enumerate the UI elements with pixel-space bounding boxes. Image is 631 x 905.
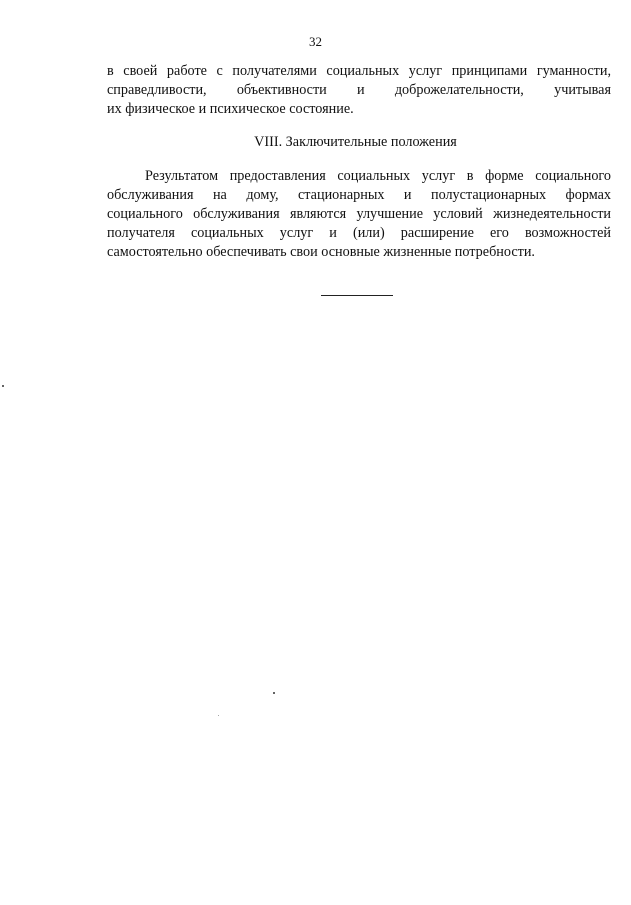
paragraph-line: обслуживания на дому, стационарных и полустационарных формах (107, 187, 611, 203)
section-heading: VIII. Заключительные положения (254, 134, 457, 150)
paragraph-line: Результатом предоставления социальных услуг в форме социального (145, 168, 611, 184)
paragraph-continuation (107, 62, 611, 119)
paragraph-final-provisions (107, 167, 611, 262)
paragraph-line: социального обслуживания являются улучшение условий жизнедеятельности (107, 206, 611, 222)
paragraph-line: самостоятельно обеспечивать свои основные жизненные потребности. (107, 244, 535, 260)
paragraph-line: их физическое и психическое состояние. (107, 101, 354, 117)
paragraph-line: в своей работе с получателями социальных услуг принципами гуманности, (107, 63, 611, 79)
scan-speck (2, 385, 4, 387)
paragraph-line: получателя социальных услуг и (или) расширение его возможностей (107, 225, 611, 241)
paragraph-line: справедливости, объективности и доброжелательности, учитывая (107, 82, 611, 98)
page-number: 32 (309, 34, 322, 49)
scan-speck (273, 692, 275, 694)
end-of-document-rule (321, 295, 393, 296)
scan-speck (218, 715, 219, 716)
